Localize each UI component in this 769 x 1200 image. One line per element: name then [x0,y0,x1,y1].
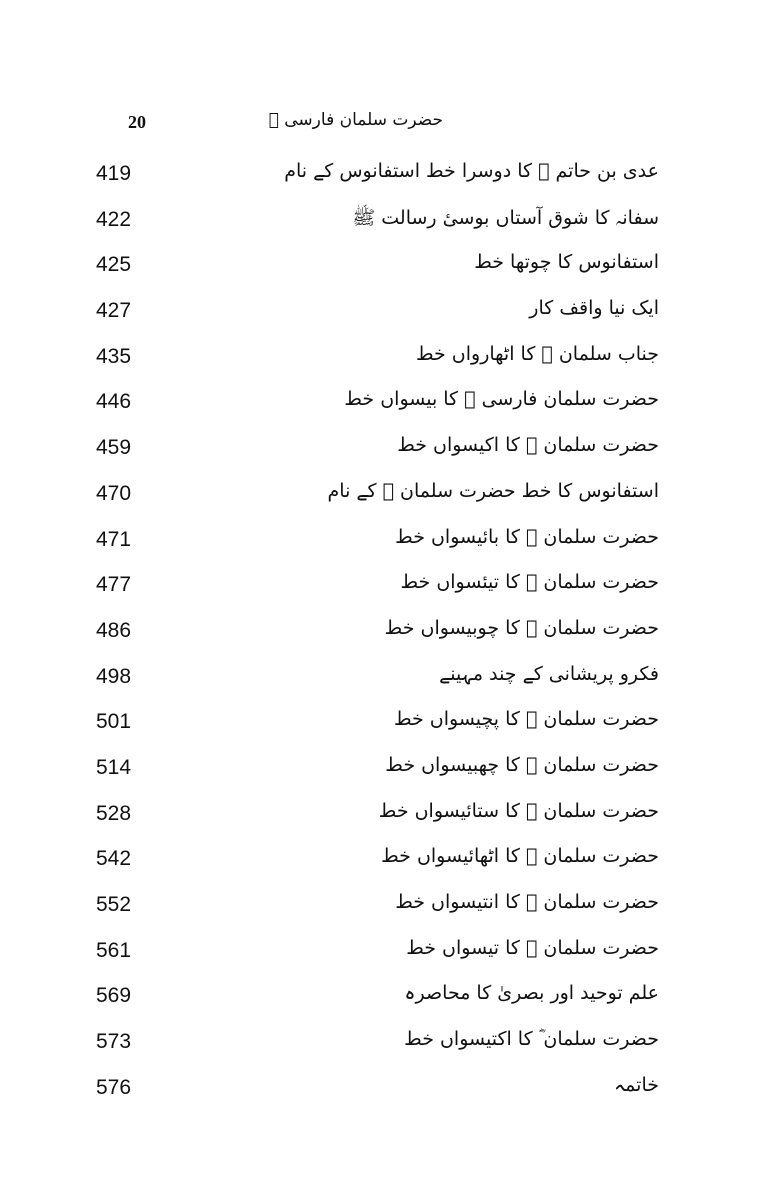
toc-entry [0,384,769,430]
toc-entry-page-number: 419 [96,162,132,185]
toc-entry-page-number: 576 [96,1075,132,1099]
toc-entry [0,750,769,796]
toc-entry-page-number: 471 [96,527,132,551]
toc-entry-title: حضرت سلمان ﷛ کا بائیسواں خط [395,525,659,548]
toc-entry [0,887,769,933]
toc-entry-page-number: 470 [96,481,132,505]
toc-entry [0,293,769,339]
toc-entry [0,522,769,568]
toc-entry-title: حضرت سلمان ﷛ کا پچیسواں خط [393,708,659,731]
toc-entry-title: ایک نیا واقف کار [529,297,659,320]
toc-entry-page-number: 427 [96,299,132,323]
toc-entry [0,156,769,202]
toc-entry-title: حضرت سلمان ﷛ کا چوبیسواں خط [384,616,659,639]
toc-entry-title: حضرت سلمان ﷛ کا ستائیسواں خط [378,799,659,822]
toc-entry-page-number: 477 [96,573,132,597]
toc-entry [0,1024,769,1070]
toc-entry [0,659,769,705]
toc-entry-page-number: 542 [96,847,132,871]
toc-entry-title: جناب سلمان ﷛ کا اٹھارواں خط [415,342,659,365]
toc-entry [0,476,769,522]
toc-entry-title: حضرت سلمان ﷛ کا انتیسواں خط [395,891,659,913]
toc-entry [0,978,769,1024]
toc-entry [0,430,769,476]
toc-entry-title: فکرو پریشانی کے چند مہینے [439,662,659,685]
toc-entry-page-number: 501 [96,710,132,734]
toc-entry-page-number: 528 [96,801,132,825]
toc-entry-page-number: 514 [96,755,132,779]
toc-entry-title: عدی بن حاتم ﷛ کا دوسرا خط استفانوس کے نام [284,160,659,182]
toc-entry-page-number: 486 [96,618,132,642]
toc-entry-page-number: 552 [96,893,132,916]
toc-entry-title: علم توحید اور بصریٰ کا محاصرہ [404,982,659,1005]
toc-entry [0,247,769,293]
toc-entry-page-number: 561 [96,938,132,962]
toc-entry [0,613,769,659]
toc-entry-page-number: 425 [96,253,132,277]
toc-entry-title: استفانوس کا خط حضرت سلمان ﷛ کے نام [327,479,659,502]
toc-entry [0,339,769,385]
toc-entry-page-number: 459 [96,436,132,460]
toc-entry [0,796,769,842]
toc-entry-page-number: 569 [96,984,132,1008]
table-of-contents [0,156,769,1115]
toc-entry-title: حضرت سلمان ﷛ کا اکیسواں خط [397,434,659,457]
toc-entry-title: حضرت سلمان ؓ کا اکتیسواں خط [404,1028,659,1051]
running-header-title: حضرت سلمان فارسی ﷛ [268,110,443,130]
toc-entry [0,202,769,248]
toc-entry-page-number: 573 [96,1030,132,1054]
toc-entry-title: حضرت سلمان فارسی ﷛ کا بیسواں خط [344,388,659,411]
toc-entry [0,567,769,613]
toc-entry-page-number: 435 [96,344,132,368]
toc-entry [0,1070,769,1116]
toc-entry [0,704,769,750]
toc-entry-title: سفانہ کا شوق آستاں بوسیٔ رسالت ﷺ [352,206,659,229]
toc-entry-page-number: 498 [96,664,132,688]
toc-entry [0,933,769,979]
toc-entry-title: استفانوس کا چوتھا خط [474,251,659,274]
toc-entry-title: حضرت سلمان ﷛ کا تیسواں خط [406,936,659,959]
toc-entry [0,841,769,887]
toc-entry-page-number: 422 [96,207,132,231]
page-number: 20 [128,112,146,132]
toc-entry-title: حضرت سلمان ﷛ کا تیئسواں خط [400,571,659,594]
toc-entry-page-number: 446 [96,390,132,414]
toc-entry-title: حضرت سلمان ﷛ کا چھبیسواں خط [385,753,659,776]
toc-entry-title: خاتمہ [614,1073,659,1096]
toc-entry-title: حضرت سلمان ﷛ کا اٹھائیسواں خط [381,845,659,868]
